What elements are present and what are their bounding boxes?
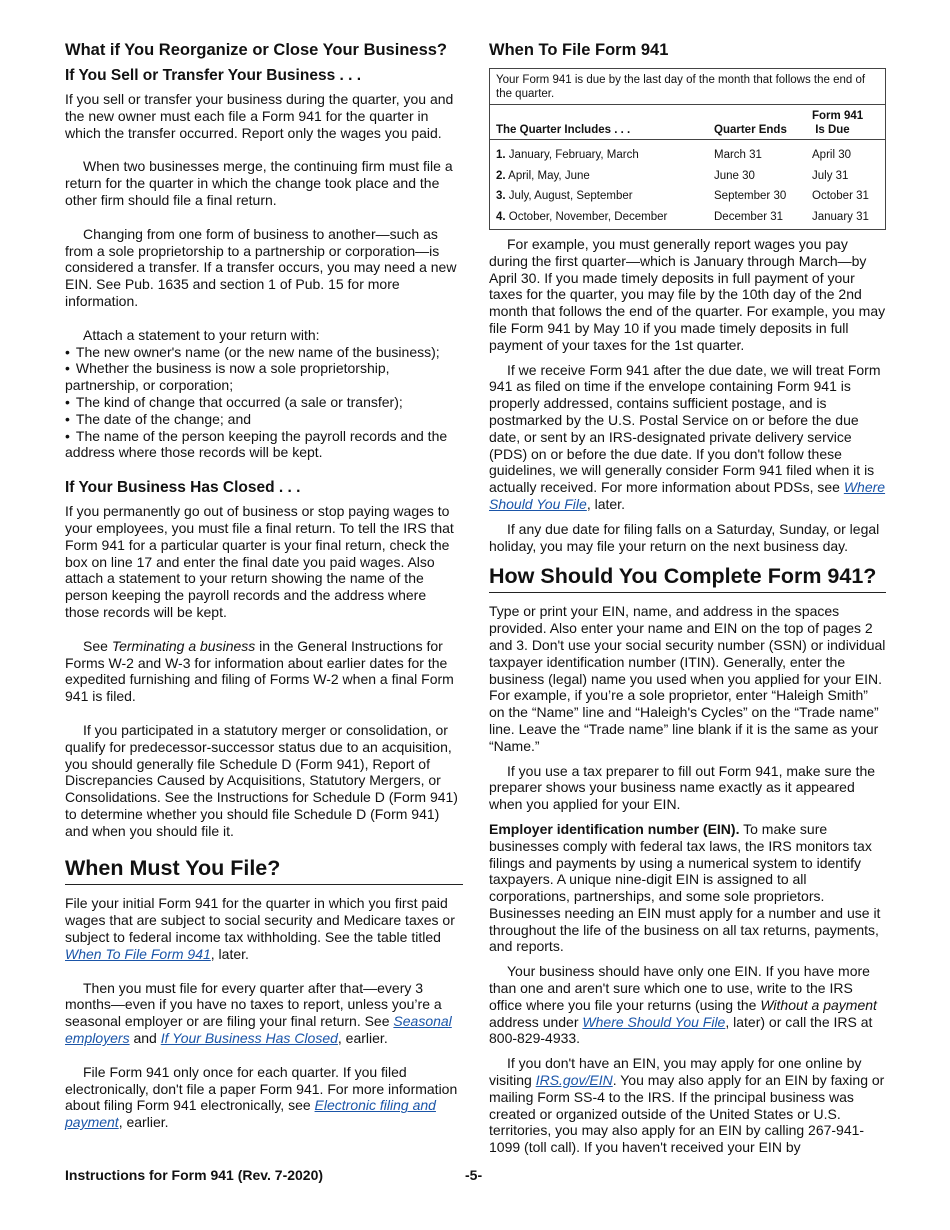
text: , earlier. (337, 1030, 388, 1047)
list-item: • The new owner's name (or the new name of the business); (65, 344, 463, 361)
text: . You may also apply for an EIN by faxing or mailing Form SS-4 to the IRS. If the principal business was created or organized outside of the United States or U.S. territories, you may also apply for an EIN by calling 267-941-1099 (toll call). If you haven't received your EIN by (489, 1072, 885, 1156)
text: address under (489, 1013, 583, 1030)
row-number: 4. (496, 210, 506, 223)
text-emphasis: Without a payment (760, 996, 877, 1013)
text: File your initial Form 941 for the quarter in which you first paid wages that are subject to social security and Medicare taxes or subject to federal income tax withholding. See the table titled (65, 895, 455, 946)
heading-sell-transfer: If You Sell or Transfer Your Business . . . (65, 67, 362, 84)
table-row (490, 185, 886, 206)
para-sell: If you sell or transfer your business during the quarter, you and the new owner must each file a Form 941 for the quarter in which the transfer occurred. Report only the wages you paid. (65, 91, 454, 141)
text: , later. (210, 945, 249, 962)
link-business-closed[interactable]: If Your Business Has Closed (160, 1030, 338, 1047)
column-header: Quarter Ends (708, 105, 806, 140)
heading-when-to-file: When To File Form 941 (489, 41, 669, 59)
link-where-file[interactable]: Where Should You File (489, 479, 886, 512)
table-cell (490, 140, 709, 165)
table-cell: December 31 (714, 210, 784, 223)
attach-list (65, 344, 463, 462)
para-weekend: If any due date for filing falls on a Saturday, Sunday, or legal holiday, you may file your return on the next business day. (489, 520, 880, 554)
row-number: 2. (496, 169, 506, 182)
para-preparer: If you use a tax preparer to fill out Form 941, make sure the preparer shows your business name exactly as it appeared when you applied for your EIN. (489, 762, 876, 813)
table-cell: September 30 (714, 190, 787, 202)
table-cell (490, 165, 709, 186)
para-one-ein (489, 963, 886, 1047)
heading-closed: If Your Business Has Closed . . . (65, 479, 301, 497)
due-date-table (489, 68, 886, 230)
para-type-print: Type or print your EIN, name, and address in the spaces provided. Also enter your name and EIN on the top of pages 2 and 3. Don't use your social security number (SSN) or individual taxpayer identification number (ITIN). Generally, enter the business (legal) name you used when you applied for your EIN. For example, if you’re a sole proprietor, enter “Haleigh Smith” on the “Name” line and “Haleigh's Cycles” on the “Trade name” line. Leave the “Trade name” line blank if it is the same as your “Name.” (489, 603, 886, 754)
text: If you don't have an EIN, you may apply for one online by visiting (489, 1055, 862, 1089)
list-item: • The name of the person keeping the payroll records and the address where those records will be kept. (65, 428, 463, 462)
table-row (490, 165, 886, 186)
para-once (65, 1064, 463, 1131)
table-cell: July 31 (812, 169, 849, 182)
table-cell: October 31 (812, 190, 869, 202)
row-number: 1. (496, 149, 506, 161)
table-cell: March 31 (714, 149, 762, 161)
table-cell: April 30 (812, 149, 851, 161)
row-months: July, August, September (508, 190, 633, 202)
heading-when-must-file: When Must You File? (65, 856, 463, 885)
table-cell (490, 206, 709, 230)
link-where-file-2[interactable]: Where Should You File (582, 1013, 726, 1030)
list-item: • The kind of change that occurred (a sale or transfer); (65, 394, 463, 411)
text-emphasis: Terminating a business (111, 637, 256, 654)
table-cell: January 31 (812, 210, 869, 223)
text: and (129, 1030, 161, 1047)
para-after-due (489, 362, 886, 513)
para-no-ein (489, 1055, 886, 1156)
text: Your business should have only one EIN. If you have more than one and aren't sure which one to use, write to the IRS office where you file your returns (using the (489, 963, 870, 1013)
link-irs-ein[interactable]: IRS.gov/EIN (535, 1072, 613, 1089)
column-header: The Quarter Includes . . . (490, 105, 709, 140)
link-electronic-filing[interactable]: Electronic filing and payment (65, 1097, 436, 1131)
table-cell: June 30 (714, 169, 755, 182)
text: , earlier. (118, 1114, 169, 1131)
para-then (65, 980, 463, 1047)
list-item: • The date of the change; and (65, 411, 463, 428)
para-change: Changing from one form of business to another—such as from a sole proprietorship to a partnership or corporation—is considered a transfer. If a transfer occurs, you may need a new EIN. See Pub. 1635 and section 1 of Pub. 15 for more information. (65, 225, 457, 309)
footer-title: Instructions for Form 941 (Rev. 7-2020) (65, 1167, 324, 1183)
text: File Form 941 only once for each quarter. If you filed electronically, don't file a paper Form 941. For more information about filing Form 941 electronically, see (65, 1063, 458, 1114)
para-merge: When two businesses merge, the continuing firm must file a return for the quarter in which the change took place and the other firm should file a final return. (65, 158, 453, 208)
text: If we receive Form 941 after the due date, we will treat Form 941 as filed on time if the envelope containing Form 941 is properly addressed, contains sufficient postage, and is postmarked by the U.S. Postal Service on or before the due date, or sent by an IRS-designated private delivery service (PDS) on or before the due date. If you don't follow these guidelines, we will generally consider Form 941 filed when it is actually received. For more information about PDSs, see (489, 361, 881, 496)
text: Then you must file for every quarter after that—every 3 months—even if you have no taxes to report, unless you’re a seasonal employer or are filing your final return. See (65, 979, 442, 1030)
list-item: • Whether the business is now a sole proprietorship, partnership, or corporation; (65, 360, 463, 394)
ein-runin-heading: Employer identification number (EIN). (489, 820, 740, 837)
right-column (489, 40, 886, 1164)
para-see-terminating (65, 638, 463, 705)
para-merger: If you participated in a statutory merger or consolidation, or qualify for predecessor-successor status due to an acquisition, you should generally file Schedule D (Form 941), Report of Discrepancies Caused by Acquisitions, Statutory Mergers, or Consolidations. See the Instructions for Schedule D (Form 941) to determine whether you should file Schedule D (Form 941) and when you should file it. (65, 721, 458, 839)
row-number: 3. (496, 190, 506, 202)
text: To make sure businesses comply with federal tax laws, the IRS monitors tax filings and payments by using a numerical system to identify taxpayers. A unique nine-digit EIN is assigned to all corporations, partnerships, and some sole proprietors. Businesses needing an EIN must apply for a number and use it throughout the life of the business on all tax returns, payments, and reports. (489, 820, 881, 955)
para-ein (489, 821, 886, 955)
para-example: For example, you must generally report wages you pay during the first quarter—which is January through March—by April 30. If you made timely deposits in full payment of your taxes for the quarter, you may file by the 10th day of the 2nd month that follows the end of the quarter. For example, you may file Form 941 by May 10 if you made timely deposits in full payment of your taxes for the 1st quarter. (489, 236, 886, 353)
link-when-to-file[interactable]: When To File Form 941 (65, 945, 211, 962)
para-attach: Attach a statement to your return with: (83, 326, 320, 343)
table-row (490, 140, 886, 165)
row-months: April, May, June (508, 169, 590, 182)
row-months: October, November, December (508, 210, 668, 223)
text: in the General Instructions for Forms W-2 and W-3 for information about earlier dates for the expedited furnishing and filing of Forms W-2 when a final Form 941 is filed. (65, 637, 454, 705)
column-header: Form 941 Is Due (806, 105, 886, 140)
para-initial (65, 895, 463, 962)
heading-how-complete: How Should You Complete Form 941? (489, 564, 886, 593)
table-caption: Your Form 941 is due by the last day of the month that follows the end of the quarter. (490, 69, 886, 105)
left-column (65, 40, 463, 1148)
table-row (490, 206, 886, 230)
link-seasonal-employers[interactable]: Seasonal employers (65, 1013, 452, 1047)
row-months: January, February, March (508, 149, 639, 161)
text: , later) or call the IRS at 800-829-4933. (489, 1013, 873, 1047)
heading-reorganize: What if You Reorganize or Close Your Business? (65, 41, 448, 59)
para-closed: If you permanently go out of business or stop paying wages to your employees, you must file a final return. To tell the IRS that Form 941 for a particular quarter is your final return, check the box on line 17 and enter the final date you paid wages. Also attach a statement to your return showing the name of the person keeping the payroll records and the address where those records will be kept. (65, 503, 454, 620)
text: See (83, 637, 112, 654)
page-number: -5- (465, 1167, 483, 1183)
table-cell (490, 185, 709, 206)
text: , later. (586, 495, 625, 512)
